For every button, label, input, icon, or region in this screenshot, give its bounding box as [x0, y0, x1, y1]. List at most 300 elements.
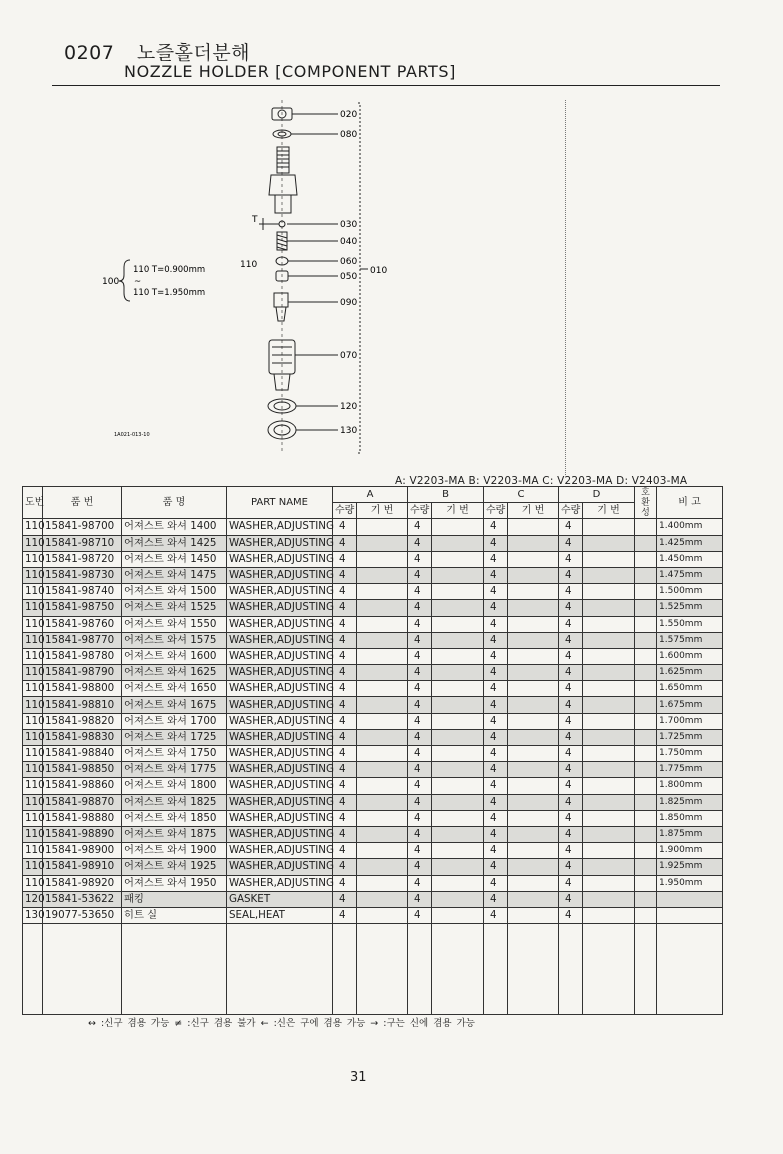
qty-a-cell: 4 [333, 729, 357, 745]
model-c-cell [508, 600, 559, 616]
compat-cell [635, 762, 657, 778]
part-name-cell: WASHER,ADJUSTING [227, 778, 333, 794]
table-row [23, 616, 723, 632]
label-070: 070 [340, 351, 358, 361]
model-a-cell [357, 551, 408, 567]
model-b-cell [432, 746, 484, 762]
part-name-cell: WASHER,ADJUSTING [227, 859, 333, 875]
part-name-cell: WASHER,ADJUSTING [227, 551, 333, 567]
model-b-cell [432, 729, 484, 745]
qty-c-cell: 4 [484, 778, 508, 794]
model-d-cell [583, 762, 635, 778]
ref-cell: 110 [23, 551, 43, 567]
bracket-bottom-label: 110 T=1.950mm [133, 288, 206, 298]
col-c-model: 기 번 [508, 503, 559, 519]
page-header [64, 38, 714, 82]
model-a-cell [357, 907, 408, 923]
qty-a-cell: 4 [333, 891, 357, 907]
part-name-cell: WASHER,ADJUSTING [227, 746, 333, 762]
qty-d-cell: 4 [559, 648, 583, 664]
compat-cell [635, 810, 657, 826]
model-a-cell [357, 794, 408, 810]
compat-cell [635, 632, 657, 648]
qty-b-cell: 4 [408, 907, 432, 923]
ref-cell: 110 [23, 567, 43, 583]
model-b-cell [432, 778, 484, 794]
col-group-d: D [559, 487, 635, 503]
table-row [23, 746, 723, 762]
model-b-cell [432, 567, 484, 583]
part-name-cell: WASHER,ADJUSTING [227, 762, 333, 778]
col-d-model: 기 번 [583, 503, 635, 519]
part-name-cell: GASKET [227, 891, 333, 907]
part-name-cell: WASHER,ADJUSTING [227, 843, 333, 859]
qty-c-cell: 4 [484, 519, 508, 535]
compatibility-legend: ↔ :신구 겸용 가능 ≠ :신구 겸용 불가 ← :신은 구에 겸용 가능 → :구는 신에 겸용 가능 [88, 1018, 475, 1029]
compat-cell [635, 697, 657, 713]
qty-d-cell: 4 [559, 551, 583, 567]
parts-table [22, 486, 723, 1015]
note-cell: 1.500mm [657, 584, 723, 600]
model-a-cell [357, 632, 408, 648]
model-c-cell [508, 859, 559, 875]
qty-a-cell: 4 [333, 746, 357, 762]
part-no-cell: 15841-98920 [43, 875, 122, 891]
ref-cell: 110 [23, 648, 43, 664]
ref-cell: 110 [23, 665, 43, 681]
part-name-cell: WASHER,ADJUSTING [227, 826, 333, 842]
name-kr-cell: 어져스트 와셔 1725 [122, 729, 227, 745]
qty-a-cell: 4 [333, 778, 357, 794]
compat-cell [635, 907, 657, 923]
model-b-cell [432, 826, 484, 842]
table-row [23, 762, 723, 778]
label-030: 030 [340, 220, 358, 230]
name-kr-cell: 어져스트 와셔 1825 [122, 794, 227, 810]
model-a-cell [357, 713, 408, 729]
model-d-cell [583, 859, 635, 875]
part-no-cell: 15841-98800 [43, 681, 122, 697]
qty-b-cell: 4 [408, 875, 432, 891]
table-row [23, 632, 723, 648]
part-no-cell: 15841-98740 [43, 584, 122, 600]
model-c-cell [508, 778, 559, 794]
qty-c-cell: 4 [484, 551, 508, 567]
part-name-cell: WASHER,ADJUSTING [227, 535, 333, 551]
blank-cell [408, 924, 432, 1015]
col-group-c: C [484, 487, 559, 503]
qty-d-cell: 4 [559, 584, 583, 600]
note-cell: 1.875mm [657, 826, 723, 842]
qty-d-cell: 4 [559, 681, 583, 697]
col-b-model: 기 번 [432, 503, 484, 519]
name-kr-cell: 어져스트 와셔 1900 [122, 843, 227, 859]
qty-d-cell: 4 [559, 519, 583, 535]
qty-b-cell: 4 [408, 762, 432, 778]
ref-cell: 110 [23, 746, 43, 762]
qty-b-cell: 4 [408, 729, 432, 745]
qty-c-cell: 4 [484, 762, 508, 778]
model-b-cell [432, 859, 484, 875]
compat-cell [635, 567, 657, 583]
compat-cell [635, 859, 657, 875]
qty-b-cell: 4 [408, 810, 432, 826]
part-name-cell: WASHER,ADJUSTING [227, 648, 333, 664]
table-row [23, 729, 723, 745]
model-a-cell [357, 567, 408, 583]
table-row [23, 697, 723, 713]
qty-d-cell: 4 [559, 810, 583, 826]
model-a-cell [357, 826, 408, 842]
qty-a-cell: 4 [333, 907, 357, 923]
ref-cell: 110 [23, 697, 43, 713]
note-cell: 1.700mm [657, 713, 723, 729]
note-cell: 1.525mm [657, 600, 723, 616]
model-b-cell [432, 875, 484, 891]
label-080: 080 [340, 130, 358, 140]
diagram-ref-code: 1A021-013-10 [114, 432, 150, 438]
qty-d-cell: 4 [559, 762, 583, 778]
model-d-cell [583, 584, 635, 600]
blank-cell [484, 924, 508, 1015]
model-c-cell [508, 729, 559, 745]
header-rule [52, 85, 720, 86]
model-b-cell [432, 665, 484, 681]
part-no-cell: 15841-98890 [43, 826, 122, 842]
compat-cell [635, 826, 657, 842]
qty-d-cell: 4 [559, 567, 583, 583]
table-row [23, 600, 723, 616]
name-kr-cell: 어져스트 와셔 1800 [122, 778, 227, 794]
model-d-cell [583, 875, 635, 891]
col-a-model: 기 번 [357, 503, 408, 519]
name-kr-cell: 어져스트 와셔 1875 [122, 826, 227, 842]
note-cell: 1.475mm [657, 567, 723, 583]
blank-cell [559, 924, 583, 1015]
part-name-cell: WASHER,ADJUSTING [227, 681, 333, 697]
table-row [23, 681, 723, 697]
table-row [23, 535, 723, 551]
note-cell: 1.450mm [657, 551, 723, 567]
qty-d-cell: 4 [559, 713, 583, 729]
model-d-cell [583, 681, 635, 697]
name-kr-cell: 어져스트 와셔 1925 [122, 859, 227, 875]
model-b-cell [432, 697, 484, 713]
part-no-cell: 15841-98780 [43, 648, 122, 664]
qty-c-cell: 4 [484, 907, 508, 923]
ref-cell: 110 [23, 826, 43, 842]
note-cell: 1.575mm [657, 632, 723, 648]
col-part-no: 품 번 [43, 487, 122, 519]
note-cell [657, 891, 723, 907]
qty-d-cell: 4 [559, 665, 583, 681]
ref-cell: 110 [23, 729, 43, 745]
qty-c-cell: 4 [484, 729, 508, 745]
part-name-cell: WASHER,ADJUSTING [227, 519, 333, 535]
name-kr-cell: 어져스트 와셔 1650 [122, 681, 227, 697]
label-010: 010 [370, 266, 388, 276]
model-c-cell [508, 713, 559, 729]
model-d-cell [583, 907, 635, 923]
part-no-cell: 15841-98700 [43, 519, 122, 535]
label-060: 060 [340, 257, 358, 267]
part-name-cell: SEAL,HEAT [227, 907, 333, 923]
nozzle-holder-drawing [88, 95, 388, 460]
ref-cell: 110 [23, 859, 43, 875]
model-a-cell [357, 778, 408, 794]
model-c-cell [508, 762, 559, 778]
qty-d-cell: 4 [559, 616, 583, 632]
ref-cell: 110 [23, 875, 43, 891]
qty-b-cell: 4 [408, 567, 432, 583]
title-korean: 노즐홀더분해 [136, 42, 251, 64]
qty-c-cell: 4 [484, 794, 508, 810]
column-divider [565, 100, 566, 475]
qty-b-cell: 4 [408, 826, 432, 842]
table-row [23, 648, 723, 664]
part-no-cell: 15841-98750 [43, 600, 122, 616]
model-a-cell [357, 665, 408, 681]
note-cell [657, 907, 723, 923]
part-name-cell: WASHER,ADJUSTING [227, 665, 333, 681]
model-b-cell [432, 762, 484, 778]
qty-a-cell: 4 [333, 713, 357, 729]
part-no-cell: 15841-53622 [43, 891, 122, 907]
name-kr-cell: 어져스트 와셔 1525 [122, 600, 227, 616]
table-row [23, 891, 723, 907]
qty-c-cell: 4 [484, 535, 508, 551]
part-name-cell: WASHER,ADJUSTING [227, 584, 333, 600]
model-d-cell [583, 648, 635, 664]
qty-b-cell: 4 [408, 891, 432, 907]
name-kr-cell: 어져스트 와셔 1475 [122, 567, 227, 583]
col-note: 비 고 [657, 487, 723, 519]
label-120: 120 [340, 402, 358, 412]
blank-cell [657, 924, 723, 1015]
model-c-cell [508, 697, 559, 713]
model-d-cell [583, 567, 635, 583]
note-cell: 1.925mm [657, 859, 723, 875]
model-c-cell [508, 519, 559, 535]
table-row [23, 907, 723, 923]
part-name-cell: WASHER,ADJUSTING [227, 697, 333, 713]
model-b-cell [432, 810, 484, 826]
qty-d-cell: 4 [559, 535, 583, 551]
qty-b-cell: 4 [408, 584, 432, 600]
qty-a-cell: 4 [333, 859, 357, 875]
model-c-cell [508, 843, 559, 859]
label-100: 100 [102, 277, 120, 287]
part-no-cell: 15841-98900 [43, 843, 122, 859]
blank-cell [122, 924, 227, 1015]
model-a-cell [357, 519, 408, 535]
bracket-mid-label: ~ [134, 277, 142, 287]
table-row [23, 551, 723, 567]
qty-a-cell: 4 [333, 632, 357, 648]
name-kr-cell: 어져스트 와셔 1500 [122, 584, 227, 600]
note-cell: 1.775mm [657, 762, 723, 778]
model-c-cell [508, 616, 559, 632]
name-kr-cell: 어져스트 와셔 1950 [122, 875, 227, 891]
model-a-cell [357, 616, 408, 632]
qty-b-cell: 4 [408, 746, 432, 762]
qty-a-cell: 4 [333, 551, 357, 567]
compat-cell [635, 616, 657, 632]
note-cell: 1.825mm [657, 794, 723, 810]
qty-b-cell: 4 [408, 697, 432, 713]
qty-a-cell: 4 [333, 600, 357, 616]
ref-cell: 110 [23, 600, 43, 616]
note-cell: 1.850mm [657, 810, 723, 826]
ref-cell: 110 [23, 681, 43, 697]
qty-a-cell: 4 [333, 616, 357, 632]
model-d-cell [583, 826, 635, 842]
part-name-cell: WASHER,ADJUSTING [227, 713, 333, 729]
note-cell: 1.900mm [657, 843, 723, 859]
compat-cell [635, 843, 657, 859]
ref-cell: 120 [23, 891, 43, 907]
part-no-cell: 15841-98860 [43, 778, 122, 794]
note-cell: 1.750mm [657, 746, 723, 762]
qty-a-cell: 4 [333, 665, 357, 681]
model-b-cell [432, 843, 484, 859]
label-090: 090 [340, 298, 358, 308]
model-c-cell [508, 648, 559, 664]
part-no-cell: 19077-53650 [43, 907, 122, 923]
col-name-kr: 품 명 [122, 487, 227, 519]
qty-b-cell: 4 [408, 794, 432, 810]
qty-a-cell: 4 [333, 810, 357, 826]
label-130: 130 [340, 426, 358, 436]
qty-c-cell: 4 [484, 681, 508, 697]
qty-d-cell: 4 [559, 600, 583, 616]
model-c-cell [508, 632, 559, 648]
qty-c-cell: 4 [484, 875, 508, 891]
qty-b-cell: 4 [408, 551, 432, 567]
qty-c-cell: 4 [484, 826, 508, 842]
model-d-cell [583, 600, 635, 616]
model-b-cell [432, 519, 484, 535]
part-no-cell: 15841-98720 [43, 551, 122, 567]
model-b-cell [432, 551, 484, 567]
qty-c-cell: 4 [484, 810, 508, 826]
compat-cell [635, 681, 657, 697]
name-kr-cell: 어져스트 와셔 1850 [122, 810, 227, 826]
qty-a-cell: 4 [333, 826, 357, 842]
table-row [23, 665, 723, 681]
qty-c-cell: 4 [484, 746, 508, 762]
model-c-cell [508, 746, 559, 762]
qty-c-cell: 4 [484, 665, 508, 681]
model-d-cell [583, 778, 635, 794]
name-kr-cell: 어져스트 와셔 1600 [122, 648, 227, 664]
note-cell: 1.625mm [657, 665, 723, 681]
name-kr-cell: 어져스트 와셔 1625 [122, 665, 227, 681]
name-kr-cell: 어져스트 와셔 1425 [122, 535, 227, 551]
label-040: 040 [340, 237, 358, 247]
model-b-cell [432, 891, 484, 907]
model-d-cell [583, 519, 635, 535]
model-b-cell [432, 713, 484, 729]
label-110: 110 [240, 260, 258, 270]
name-kr-cell: 어져스트 와셔 1400 [122, 519, 227, 535]
label-t: T [252, 215, 258, 225]
qty-d-cell: 4 [559, 907, 583, 923]
model-a-cell [357, 859, 408, 875]
qty-c-cell: 4 [484, 843, 508, 859]
part-no-cell: 15841-98770 [43, 632, 122, 648]
ref-cell: 110 [23, 810, 43, 826]
part-no-cell: 15841-98850 [43, 762, 122, 778]
col-ref: 도번 [23, 487, 43, 519]
model-d-cell [583, 616, 635, 632]
title-english: NOZZLE HOLDER [COMPONENT PARTS] [124, 62, 457, 81]
compat-cell [635, 891, 657, 907]
model-c-cell [508, 907, 559, 923]
model-c-cell [508, 891, 559, 907]
part-no-cell: 15841-98880 [43, 810, 122, 826]
part-name-cell: WASHER,ADJUSTING [227, 810, 333, 826]
blank-cell [508, 924, 559, 1015]
table-row [23, 778, 723, 794]
model-c-cell [508, 535, 559, 551]
compat-cell [635, 713, 657, 729]
part-name-cell: WASHER,ADJUSTING [227, 794, 333, 810]
note-cell: 1.950mm [657, 875, 723, 891]
compat-cell [635, 665, 657, 681]
bracket-top-label: 110 T=0.900mm [133, 265, 206, 275]
table-row [23, 810, 723, 826]
model-d-cell [583, 535, 635, 551]
part-name-cell: WASHER,ADJUSTING [227, 616, 333, 632]
part-name-cell: WASHER,ADJUSTING [227, 567, 333, 583]
note-cell: 1.600mm [657, 648, 723, 664]
model-a-cell [357, 810, 408, 826]
qty-c-cell: 4 [484, 567, 508, 583]
blank-cell [333, 924, 357, 1015]
model-d-cell [583, 713, 635, 729]
model-d-cell [583, 794, 635, 810]
part-no-cell: 15841-98790 [43, 665, 122, 681]
qty-a-cell: 4 [333, 762, 357, 778]
note-cell: 1.425mm [657, 535, 723, 551]
model-d-cell [583, 632, 635, 648]
model-d-cell [583, 810, 635, 826]
model-b-cell [432, 632, 484, 648]
qty-a-cell: 4 [333, 794, 357, 810]
qty-b-cell: 4 [408, 859, 432, 875]
qty-c-cell: 4 [484, 891, 508, 907]
model-b-cell [432, 535, 484, 551]
model-b-cell [432, 616, 484, 632]
ref-cell: 110 [23, 616, 43, 632]
model-c-cell [508, 794, 559, 810]
name-kr-cell: 어져스트 와셔 1700 [122, 713, 227, 729]
model-d-cell [583, 729, 635, 745]
model-a-cell [357, 729, 408, 745]
page-number: 31 [350, 1070, 367, 1085]
qty-c-cell: 4 [484, 859, 508, 875]
qty-b-cell: 4 [408, 519, 432, 535]
qty-c-cell: 4 [484, 616, 508, 632]
ref-cell: 110 [23, 519, 43, 535]
model-a-cell [357, 746, 408, 762]
qty-c-cell: 4 [484, 584, 508, 600]
name-kr-cell: 패킹 [122, 891, 227, 907]
note-cell: 1.725mm [657, 729, 723, 745]
table-row [23, 843, 723, 859]
model-d-cell [583, 551, 635, 567]
